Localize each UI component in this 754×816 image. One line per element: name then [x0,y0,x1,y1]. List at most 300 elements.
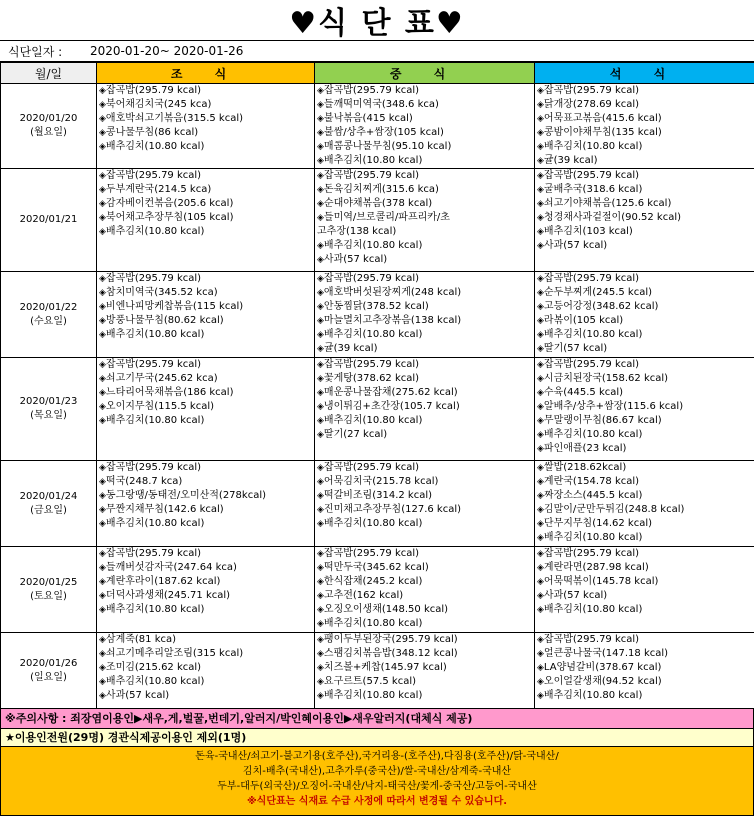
menu-item [535,225,754,239]
day-date: 2020/01/20 [1,112,96,126]
diamond-bullet-icon: ◈ [317,330,324,340]
menu-item-label: 돈육김치찌게(315.6 kca) [324,184,439,195]
diamond-bullet-icon: ◈ [99,227,106,237]
menu-item [535,98,754,112]
breakfast-cell [97,633,315,709]
diamond-bullet-icon: ◈ [317,549,324,559]
diamond-bullet-icon: ◈ [317,142,324,152]
diamond-bullet-icon: ◈ [99,635,106,645]
day-cell [1,84,97,169]
menu-item-label: 잡곡밥(295.79 kcal) [324,85,419,96]
menu-item [315,675,534,689]
origin-warning: ※식단표는 식재료 수급 사정에 따라서 변경될 수 있습니다. [1,794,753,809]
lunch-cell [315,547,535,633]
menu-item-label: 잡곡밥(295.79 kcal) [106,85,201,96]
menu-item-label: 잡곡밥(295.79 kcal) [544,548,639,559]
menu-item [315,661,534,675]
day-cell [1,169,97,272]
diamond-bullet-icon: ◈ [99,100,106,110]
menu-item [97,126,314,140]
date-range-value: 2020-01-20~ 2020-01-26 [86,44,243,58]
menu-item-label: 쇠고기야채볶음(125.6 kcal) [544,198,671,209]
diamond-bullet-icon: ◈ [537,374,544,384]
notice-bar: ※주의사항 : 죄장염이용인▶새우,게,벌꿀,번데기,알러지/박인혜이용인▶새우알러지(대체식 제공) [0,709,754,729]
diamond-bullet-icon: ◈ [99,330,106,340]
menu-item-label: 들미역/브로콜리/파프리카/초 [324,212,450,223]
menu-item-label: 계란국(154.78 kcal) [544,476,639,487]
day-cell [1,547,97,633]
menu-item-label: 귤(39 kcal) [324,343,378,354]
menu-item [315,98,534,112]
menu-item [315,286,534,300]
diamond-bullet-icon: ◈ [537,142,544,152]
breakfast-cell [97,547,315,633]
day-cell [1,461,97,547]
menu-item [535,603,754,617]
day-date: 2020/01/22 [1,301,96,315]
menu-item-label: 단무지무침(14.62 kcal) [544,518,652,529]
menu-item-label: 굴배추국(318.6 kcal) [544,184,642,195]
diamond-bullet-icon: ◈ [317,402,324,412]
menu-item [535,328,754,342]
menu-item-label: 무짠지채무침(142.6 kcal) [106,504,224,515]
menu-item [315,575,534,589]
menu-item-label: 배추김치(10.80 kcal) [106,226,204,237]
diamond-bullet-icon: ◈ [537,663,544,673]
menu-item [535,140,754,154]
menu-item [535,633,754,647]
menu-item [315,225,534,239]
diamond-bullet-icon: ◈ [317,274,324,284]
menu-item [535,183,754,197]
menu-item-label: 애호박버섯된장찌게(248 kcal) [324,287,461,298]
diamond-bullet-icon: ◈ [537,605,544,615]
menu-item [97,112,314,126]
menu-item-label: 잡곡밥(295.79 kcal) [324,359,419,370]
menu-item [97,314,314,328]
diamond-bullet-icon: ◈ [317,663,324,673]
menu-item-label: 스팸김치볶음밥(348.12 kcal) [324,648,458,659]
menu-item-label: 더덕사과생채(245.71 kcal) [106,590,230,601]
menu-item-label: 배추김치(10.80 kcal) [106,329,204,340]
menu-item [535,675,754,689]
breakfast-cell [97,358,315,461]
diamond-bullet-icon: ◈ [99,185,106,195]
menu-item [97,589,314,603]
diamond-bullet-icon: ◈ [99,563,106,573]
diamond-bullet-icon: ◈ [537,360,544,370]
origin-line: 김치-배추(국내산),고추가루(중국산)/쌀-국내산/삼계죽-국내산 [1,764,753,779]
diamond-bullet-icon: ◈ [537,477,544,487]
diamond-bullet-icon: ◈ [537,549,544,559]
menu-item-label: 잡곡밥(295.79 kcal) [106,548,201,559]
menu-item-label: 배추김치(10.80 kcal) [324,690,422,701]
menu-item [97,503,314,517]
menu-item [315,126,534,140]
menu-item [315,461,534,475]
menu-item [315,183,534,197]
diamond-bullet-icon: ◈ [317,199,324,209]
menu-item-label: 짜장소스(445.5 kcal) [544,490,642,501]
diamond-bullet-icon: ◈ [537,416,544,426]
dinner-cell [535,547,754,633]
menu-item [535,154,754,168]
diamond-bullet-icon: ◈ [317,255,324,265]
menu-item-label: 잡곡밥(295.79 kcal) [544,85,639,96]
menu-item [315,84,534,98]
diamond-bullet-icon: ◈ [537,505,544,515]
diamond-bullet-icon: ◈ [317,171,324,181]
menu-item-label: 어묵떡볶이(145.78 kcal) [544,576,658,587]
diamond-bullet-icon: ◈ [537,491,544,501]
menu-item [315,603,534,617]
menu-item [315,428,534,442]
menu-item [535,169,754,183]
menu-item-label: 동그랑땡/동태전/오미산적(278kcal) [106,490,266,501]
menu-item [315,561,534,575]
diamond-bullet-icon: ◈ [317,649,324,659]
menu-item [315,211,534,225]
diamond-bullet-icon: ◈ [537,533,544,543]
diamond-bullet-icon: ◈ [317,185,324,195]
menu-item [315,400,534,414]
menu-item [315,633,534,647]
menu-item [97,169,314,183]
menu-item [535,414,754,428]
page-title: ♥식 단 표♥ [0,0,754,40]
day-cell [1,633,97,709]
diamond-bullet-icon: ◈ [99,477,106,487]
diamond-bullet-icon: ◈ [537,344,544,354]
diamond-bullet-icon: ◈ [99,142,106,152]
menu-item-label: 배추김치(10.80 kcal) [106,676,204,687]
diamond-bullet-icon: ◈ [99,505,106,515]
diamond-bullet-icon: ◈ [99,649,106,659]
diamond-bullet-icon: ◈ [537,691,544,701]
menu-item-label: 쇠고기무국(245.62 kca) [106,373,218,384]
table-row [1,84,754,169]
menu-item-label: 한식잡채(245.2 kcal) [324,576,422,587]
diamond-bullet-icon: ◈ [99,463,106,473]
menu-item [97,647,314,661]
menu-item-label: 배추김치(10.80 kcal) [324,329,422,340]
dinner-cell [535,272,754,358]
menu-item-label: 배추김치(10.80 kcal) [544,604,642,615]
menu-item-label: 파인애플(23 kcal) [544,443,627,454]
diamond-bullet-icon: ◈ [537,100,544,110]
diamond-bullet-icon: ◈ [537,156,544,166]
diamond-bullet-icon: ◈ [99,213,106,223]
breakfast-cell [97,461,315,547]
menu-item [97,286,314,300]
menu-item-label: 계란라면(287.98 kcal) [544,562,649,573]
menu-item [97,675,314,689]
dinner-cell [535,358,754,461]
menu-item-label: 꽃게탕(378.62 kcal) [324,373,419,384]
menu-item [535,286,754,300]
diamond-bullet-icon: ◈ [537,114,544,124]
menu-item [535,475,754,489]
diamond-bullet-icon: ◈ [99,360,106,370]
lunch-cell [315,169,535,272]
diamond-bullet-icon: ◈ [317,344,324,354]
diamond-bullet-icon: ◈ [317,691,324,701]
menu-item [535,84,754,98]
menu-item-label: 느타리어묵채볶음(186 kcal) [106,387,234,398]
menu-item-label: 어묵김치국(215.78 kcal) [324,476,438,487]
diamond-bullet-icon: ◈ [99,663,106,673]
diamond-bullet-icon: ◈ [99,605,106,615]
menu-item-label: 방풍나물무침(80.62 kcal) [106,315,224,326]
menu-item-label: 사과(57 kcal) [324,254,387,265]
diamond-bullet-icon: ◈ [317,677,324,687]
diamond-bullet-icon: ◈ [99,199,106,209]
diamond-bullet-icon: ◈ [317,388,324,398]
table-row [1,272,754,358]
diamond-bullet-icon: ◈ [537,171,544,181]
menu-item-label: 떡국(248.7 kca) [106,476,182,487]
menu-item-label: 오이얼갈생채(94.52 kcal) [544,676,662,687]
menu-item-label: 배추김치(10.80 kcal) [544,329,642,340]
menu-item-label: 불쌈/상추+쌈장(105 kcal) [324,127,444,138]
menu-item [97,475,314,489]
menu-item-label: 매운콩나물잡채(275.62 kcal) [324,387,458,398]
diamond-bullet-icon: ◈ [317,241,324,251]
menu-item-label: 잡곡밥(295.79 kcal) [106,170,201,181]
menu-item-label: 잡곡밥(295.79 kcal) [106,462,201,473]
menu-item-label: 조미김(215.62 kcal) [106,662,201,673]
diamond-bullet-icon: ◈ [99,491,106,501]
menu-item-label: 요구르트(57.5 kcal) [324,676,416,687]
diamond-bullet-icon: ◈ [317,491,324,501]
menu-item [535,461,754,475]
header-breakfast: 조 식 [97,63,315,84]
diamond-bullet-icon: ◈ [537,274,544,284]
diamond-bullet-icon: ◈ [317,302,324,312]
menu-item-label: 딸기(27 kcal) [324,429,387,440]
menu-item-label: 참치미역국(345.52 kca) [106,287,218,298]
menu-item-label: 수육(445.5 kcal) [544,387,623,398]
menu-item-label: 잡곡밥(295.79 kcal) [544,273,639,284]
menu-item-label: 불낙볶음(415 kcal) [324,113,413,124]
diamond-bullet-icon: ◈ [317,416,324,426]
diamond-bullet-icon: ◈ [317,316,324,326]
menu-item-label: 오이지무침(115.5 kcal) [106,401,214,412]
day-weekday: (월요일) [1,126,96,140]
menu-item-label: 무말랭이무침(86.67 kcal) [544,415,662,426]
breakfast-cell [97,272,315,358]
menu-item [315,253,534,267]
diamond-bullet-icon: ◈ [317,605,324,615]
menu-item-label: 들깨버섯감자국(247.64 kca) [106,562,237,573]
menu-item [315,489,534,503]
diamond-bullet-icon: ◈ [99,302,106,312]
menu-item [535,575,754,589]
day-cell [1,272,97,358]
menu-item-label: 비엔나피망케찹볶음(115 kcal) [106,301,243,312]
menu-item-label: 고등어강정(348.62 kcal) [544,301,658,312]
menu-item [315,647,534,661]
diamond-bullet-icon: ◈ [317,619,324,629]
menu-item [97,272,314,286]
menu-item-label: 배추김치(10.80 kcal) [324,618,422,629]
menu-item [315,342,534,356]
menu-item-label: 마늘멸치고추장볶음(138 kcal) [324,315,461,326]
menu-item-label: 쇠고기메추리알조림(315 kcal) [106,648,243,659]
diamond-bullet-icon: ◈ [537,463,544,473]
diamond-bullet-icon: ◈ [317,128,324,138]
menu-item [535,442,754,456]
day-weekday: (토요일) [1,590,96,604]
menu-item [97,561,314,575]
menu-item [97,328,314,342]
diamond-bullet-icon: ◈ [99,316,106,326]
menu-item [97,517,314,531]
diamond-bullet-icon: ◈ [317,577,324,587]
table-header-row [1,63,754,84]
menu-item [535,400,754,414]
diamond-bullet-icon: ◈ [99,114,106,124]
diamond-bullet-icon: ◈ [99,519,106,529]
breakfast-cell [97,169,315,272]
menu-item-label: 청경채사과겉절이(90.52 kcal) [544,212,681,223]
day-date: 2020/01/24 [1,490,96,504]
date-label: 식단일자 : [0,43,86,60]
menu-item-label: 냉이튀김+초간장(105.7 kcal) [324,401,460,412]
diamond-bullet-icon: ◈ [537,577,544,587]
diamond-bullet-icon: ◈ [317,430,324,440]
menu-item [315,517,534,531]
menu-item [535,561,754,575]
menu-item-label: 배추김치(10.80 kcal) [106,141,204,152]
menu-item [535,126,754,140]
diamond-bullet-icon: ◈ [99,591,106,601]
menu-item-label: 안동찜닭(378.52 kcal) [324,301,429,312]
table-row [1,633,754,709]
diamond-bullet-icon: ◈ [537,402,544,412]
diamond-bullet-icon: ◈ [317,635,324,645]
table-row [1,169,754,272]
menu-item [315,617,534,631]
diamond-bullet-icon: ◈ [537,519,544,529]
header-day: 월/일 [1,63,97,84]
menu-item-label: 알배추/상추+쌈장(115.6 kcal) [544,401,683,412]
diamond-bullet-icon: ◈ [537,213,544,223]
menu-item [535,197,754,211]
lunch-cell [315,461,535,547]
menu-item [315,589,534,603]
menu-item-label: 들깨떡미역국(348.6 kca) [324,99,439,110]
menu-item-label: 잡곡밥(295.79 kcal) [324,462,419,473]
menu-item [97,386,314,400]
day-date: 2020/01/26 [1,657,96,671]
menu-item [535,112,754,126]
diamond-bullet-icon: ◈ [317,477,324,487]
menu-item [535,239,754,253]
menu-item [97,183,314,197]
menu-item [315,372,534,386]
header-lunch: 중 식 [315,63,535,84]
menu-item-label: 순대야채볶음(378 kcal) [324,198,432,209]
diamond-bullet-icon: ◈ [99,388,106,398]
menu-item-label: 떡갈비조림(314.2 kcal) [324,490,432,501]
menu-item [315,358,534,372]
diamond-bullet-icon: ◈ [99,677,106,687]
day-date: 2020/01/23 [1,395,96,409]
menu-item [315,272,534,286]
diamond-bullet-icon: ◈ [537,302,544,312]
menu-item-label: 사과(57 kcal) [106,690,169,701]
menu-item [315,314,534,328]
menu-item [535,517,754,531]
menu-item-label: 귤(39 kcal) [544,155,598,166]
menu-item-label: 삼계죽(81 kca) [106,634,176,645]
diamond-bullet-icon: ◈ [99,288,106,298]
lunch-cell [315,358,535,461]
lunch-cell [315,633,535,709]
menu-item [315,475,534,489]
menu-item [315,197,534,211]
menu-item-label: 잡곡밥(295.79 kcal) [106,359,201,370]
menu-item [535,689,754,703]
menu-item [535,386,754,400]
menu-item [315,328,534,342]
menu-item-label: 배추김치(10.80 kcal) [324,518,422,529]
lunch-cell [315,272,535,358]
diamond-bullet-icon: ◈ [99,549,106,559]
diamond-bullet-icon: ◈ [99,374,106,384]
menu-item-label: 얼큰콩나물국(147.18 kcal) [544,648,668,659]
menu-item-label: 배추김치(10.80 kcal) [106,415,204,426]
menu-item [535,342,754,356]
menu-item-label: 사과(57 kcal) [544,240,607,251]
menu-item-label: 쌀밥(218.62kcal) [544,462,626,473]
day-date: 2020/01/21 [1,213,96,227]
diamond-bullet-icon: ◈ [317,374,324,384]
menu-item [97,547,314,561]
diamond-bullet-icon: ◈ [537,227,544,237]
diamond-bullet-icon: ◈ [537,185,544,195]
origin-line: 두부-대두(외국산)/오징어-국내산/낙지-태국산/꽃게-중국산/고등어-국내산 [1,779,753,794]
diamond-bullet-icon: ◈ [537,563,544,573]
menu-item-label: 애호박쇠고기볶음(315.5 kcal) [106,113,243,124]
diamond-bullet-icon: ◈ [537,649,544,659]
diamond-bullet-icon: ◈ [317,563,324,573]
menu-item-label: 잡곡밥(295.79 kcal) [106,273,201,284]
menu-item-label: 잡곡밥(295.79 kcal) [544,359,639,370]
day-weekday: (일요일) [1,671,96,685]
dinner-cell [535,461,754,547]
menu-item-label: 잡곡밥(295.79 kcal) [324,273,419,284]
diamond-bullet-icon: ◈ [99,86,106,96]
menu-item [535,489,754,503]
menu-item-label: 계란후라이(187.62 kcal) [106,576,220,587]
diamond-bullet-icon: ◈ [317,360,324,370]
menu-item [535,647,754,661]
table-row [1,547,754,633]
menu-item [97,211,314,225]
menu-item-label: 고추전(162 kcal) [324,590,403,601]
menu-item [535,314,754,328]
menu-item-label: 콩나물무침(86 kcal) [106,127,198,138]
menu-item [535,358,754,372]
menu-item-label: 팽이두부된장국(295.79 kcal) [324,634,458,645]
menu-item [315,300,534,314]
menu-item-label: 북어채김치국(245 kca) [106,99,211,110]
diamond-bullet-icon: ◈ [537,677,544,687]
diamond-bullet-icon: ◈ [537,316,544,326]
diamond-bullet-icon: ◈ [537,430,544,440]
